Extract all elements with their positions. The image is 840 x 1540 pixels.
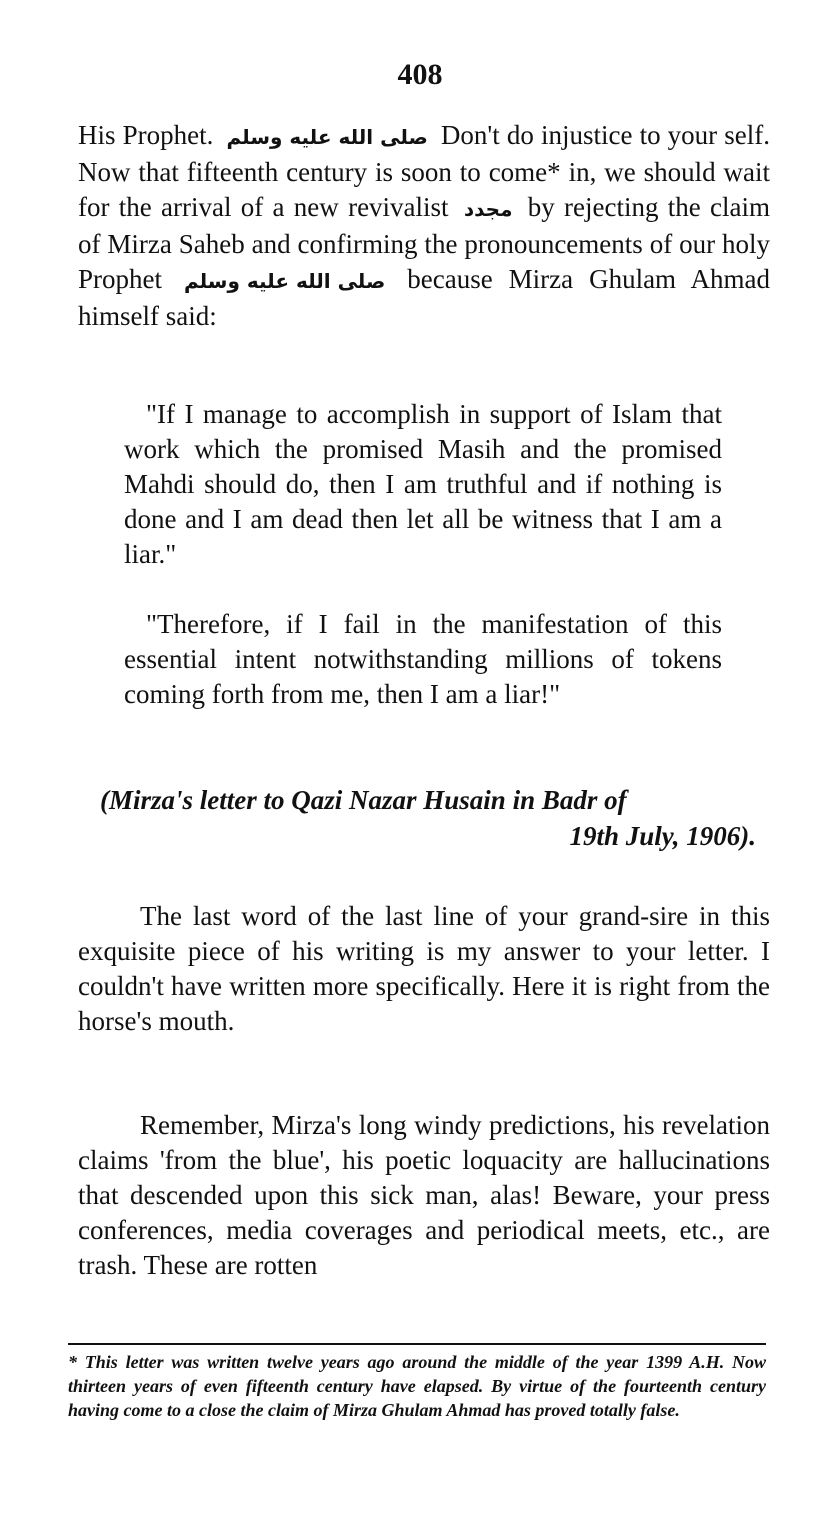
- footnote: * This letter was written twelve years ago around the middle of the year 1399 A.H. Now thirteen years of even fifteenth century have elapsed. By virtue of the fourteenth century having come to a close the claim of Mirza Ghulam Ahmad has proved totally false.: [68, 1352, 766, 1420]
- page-number: 408: [397, 58, 443, 91]
- opening-text-3: by rejecting the claim of Mirza Saheb and confirming the pronouncements of our holy Prophet: [78, 192, 771, 294]
- paragraph-answer: The last word of the last line of your grand-sire in this exquisite piece of his writing is my answer to your letter. I couldn't have written more specifically. Here it is right from the horse's mouth.: [78, 901, 770, 1036]
- opening-text-2: Don't do injustice to your self. Now that fifteenth century is soon to come* in, we should wait for the arrival of a new revivalist: [78, 120, 771, 222]
- footnote-divider: [68, 1343, 766, 1345]
- citation-line-1: (Mirza's letter to Qazi Nazar Husain in Badr of: [100, 785, 627, 815]
- arabic-salutation-1: صلى الله عليه وسلم: [226, 125, 428, 149]
- quote-first: "If I manage to accomplish in support of Islam that work which the promised Masih and the promised Mahdi should do, then I am truthful and if nothing is done and I am dead then let all be witness that I am a liar.": [124, 399, 722, 569]
- opening-text-1: His Prophet.: [78, 120, 214, 150]
- arabic-salutation-2: صلى الله عليه وسلم: [183, 269, 386, 293]
- opening-text-4: because Mirza Ghulam Ahmad himself said:: [78, 264, 770, 331]
- paragraph-opening: [78, 118, 770, 334]
- citation: [100, 782, 756, 854]
- paragraph-remember: Remember, Mirza's long windy predictions, his revelation claims 'from the blue', his poetic loquacity are hallucinations that descended upon this sick man, alas! Beware, your press conferences, media coverages and periodical meets, etc., are trash. These are rotten: [78, 1110, 770, 1280]
- citation-line-2: 19th July, 1906).: [569, 821, 756, 851]
- arabic-mujaddid: مجدد: [463, 197, 513, 221]
- quote-second: "Therefore, if I fail in the manifestation of this essential intent notwithstanding millions of tokens coming forth from me, then I am a liar!": [124, 609, 722, 709]
